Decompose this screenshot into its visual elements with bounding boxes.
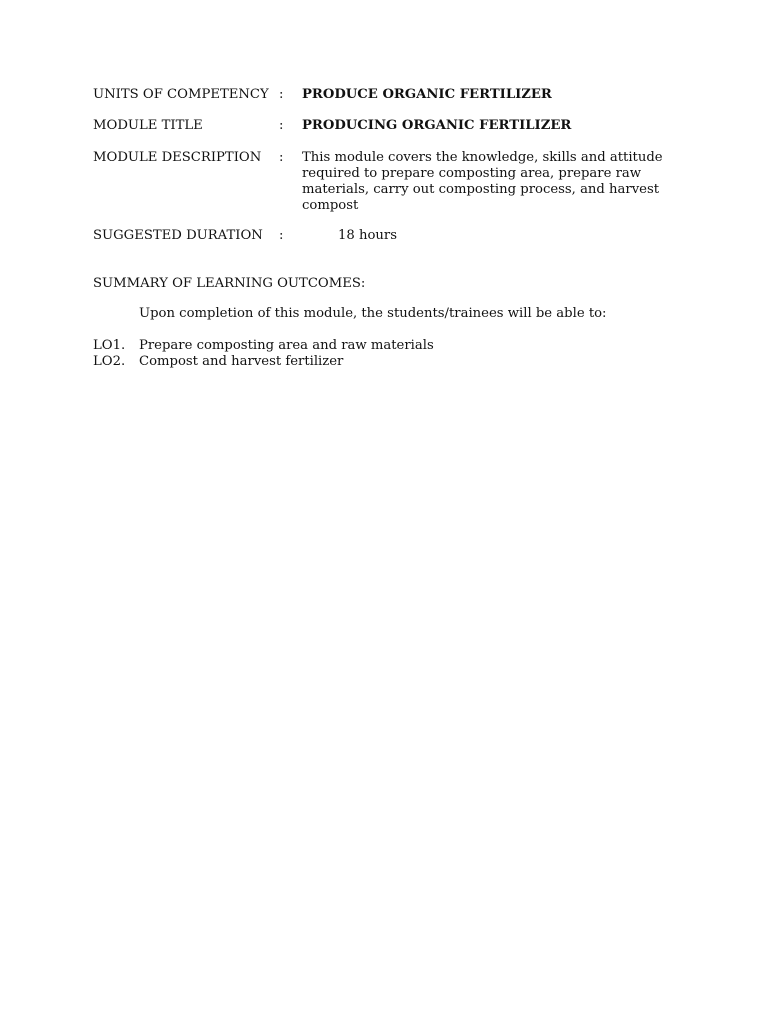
summary-heading: SUMMARY OF LEARNING OUTCOMES: xyxy=(93,276,366,291)
units-of-competency-colon: : xyxy=(279,87,284,102)
module-description-colon: : xyxy=(279,150,284,165)
units-of-competency-label: UNITS OF COMPETENCY xyxy=(93,87,269,102)
module-title-label: MODULE TITLE xyxy=(93,118,203,133)
suggested-duration-value: 18 hours xyxy=(338,228,397,243)
learning-outcome-1-number: LO1. xyxy=(93,338,126,353)
module-title-value: PRODUCING ORGANIC FERTILIZER xyxy=(302,118,572,133)
suggested-duration-colon: : xyxy=(279,228,284,243)
module-description-value: This module covers the knowledge, skills and attitude required to prepare composting area, prepare raw materials, carry out composting process, and harvest compost xyxy=(302,150,663,213)
units-of-competency-value: PRODUCE ORGANIC FERTILIZER xyxy=(302,87,552,102)
summary-intro: Upon completion of this module, the students/trainees will be able to: xyxy=(139,306,607,321)
learning-outcome-2-text: Compost and harvest fertilizer xyxy=(139,354,344,369)
suggested-duration-label: SUGGESTED DURATION xyxy=(93,228,263,243)
learning-outcome-1-text: Prepare composting area and raw materials xyxy=(139,338,434,353)
learning-outcome-2-number: LO2. xyxy=(93,354,126,369)
module-description-label: MODULE DESCRIPTION xyxy=(93,150,262,165)
module-title-colon: : xyxy=(279,118,284,133)
